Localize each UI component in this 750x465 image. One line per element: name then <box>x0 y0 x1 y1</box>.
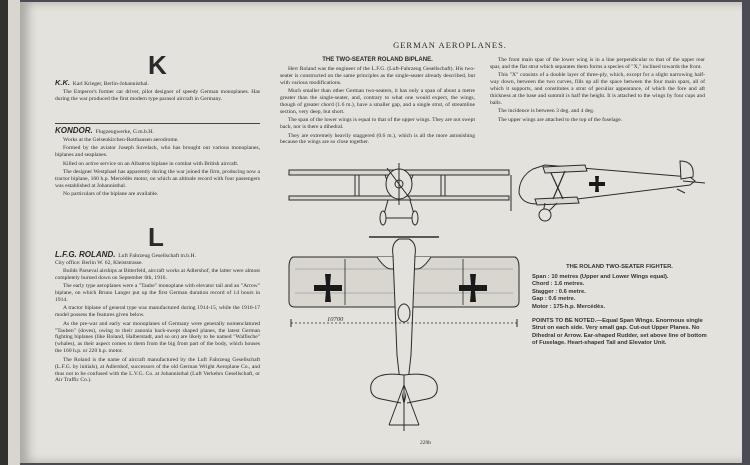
page-edge <box>8 0 20 465</box>
lfg-paragraph-4: As the pre-war and early war monoplanes of Germany were generally nomenclatured "Tauben" (doves), owing to their zanonia back-swept shaped planes, the latest German fighting biplanes (like Roland, Halberstadt, and so on) are likely to be named "Walfische" (whales), as their aspect comes to them from the big front part of the body, which houses the 160 h.p. or 220 h.p. motor. <box>55 320 260 355</box>
section-letter-k: K <box>148 50 167 80</box>
entry-kondor <box>55 128 260 200</box>
entry-title-kk: K.K. <box>55 78 70 87</box>
right-paragraph-2: This "X" consists of a double layer of three-ply, which, except for a slight narrowing half-way down, between the two curves, fills up all the space between the four main spars, all of which it supports, and constitutes a strut of peculiar appearance, of which the fore and aft thickness at the base and summit is half the height. It is attached to the wings by four cups and balls. <box>490 72 705 106</box>
specs-title: THE ROLAND TWO-SEATER FIGHTER. <box>566 264 673 270</box>
spec-span: Span : 10 metres (Upper and Lower Wings equal). <box>532 273 669 280</box>
lfg-paragraph-1: Builds Parseval airships at Bitterfeld, aircraft works at Adlershof, the latter were almost completely burned down on September 6th, 1916. <box>55 267 260 281</box>
kk-paragraph: The Emperor's former car driver, pilot designer of speedy German monoplanes. Has during the war produced the first modern type parasol aircraft in Germany. <box>55 88 260 102</box>
specs-block <box>532 264 707 348</box>
points-to-note: POINTS TO BE NOTED.—Equal Span Wings. Enormous single Strut on each side. Very small gap. Cut-out Upper Planes. No Dihedral or Arrow. Ear-shaped Rudder, set above line of bottom of Fuselage. Heart-shaped Tail and Elevator Unit. <box>532 317 707 347</box>
entry-lfg <box>55 252 260 386</box>
roland-description <box>280 57 475 148</box>
entry-sub-kk: Karl Krieger, Berlin-Johannisthal. <box>72 81 149 87</box>
right-paragraph-1: The front main spar of the lower wing is in a line perpendicular to that of the upper rear spar, and the flat strut which separates them forms a species of "X," inclined towards the front. <box>490 57 705 70</box>
side-view-drawing <box>505 155 710 225</box>
middle-paragraph-1: Herr Roland was the engineer of the L.F.G. (Luft-Fahrzeug Gesellschaft). His two-seater is constructed on the same principles as the single-seater already described, but with various modifications. <box>280 65 475 86</box>
kondor-paragraph-3: The designer Westphael has apparently during the war joined the firm, producing now a tractor biplane, 160 h.p. Mercédès motor, on which an altitude record with four passengers was established at Johannisthal. <box>55 169 260 189</box>
page-title: GERMAN AEROPLANES. <box>393 40 507 50</box>
entry-title-kondor: KONDOR. <box>55 126 93 135</box>
page-number: 229b <box>420 440 431 446</box>
section-letter-l: L <box>148 222 164 252</box>
plan-view-drawing <box>285 235 523 435</box>
lfg-paragraph-5: The Roland is the name of aircraft manufactured by the Luft Fahrzeug Gesellschaft (L.F.G. by initials), at Adlershof, successors of the old German Wright Aeroplane Co., and thus not to be confused with the L.V.G. Co. at Johannisthal (Luft Verkehrs Gesellschaft, or Air Traffic Co.). <box>55 356 260 384</box>
lfg-paragraph-3: A tractor biplane of general type was manufactured during 1914-15, while the 1916-17 model possess the features given below. <box>55 305 260 319</box>
entry-kk <box>55 80 260 104</box>
middle-paragraph-4: They are extremely heavily staggered (0.6 m.), which is all the more astonishing because the wings are so close together. <box>280 132 475 146</box>
divider <box>55 123 260 124</box>
middle-paragraph-3: The span of the lower wings is equal to that of the upper wings. They are not swept back, nor is there a dihedral. <box>280 117 475 131</box>
lfg-paragraph-2: The early type aeroplanes were a "Taube" monoplane with elevator tail and an "Arrow" biplane, on which Bruno Langer put up the first German duration record of 14 hours in 1914. <box>55 283 260 303</box>
dimension-label: 10700 <box>327 316 344 323</box>
kondor-paragraph-1: Formed by the aviator Joseph Suvelack, who has brought out various monoplanes, biplanes and seaplanes. <box>55 145 260 159</box>
front-view-drawing <box>285 158 515 230</box>
lfg-office: City office: Berlin W. 62, Kleiststrasse. <box>55 259 143 266</box>
spec-gap: Gap : 0.6 metre. <box>532 296 576 303</box>
kondor-paragraph-4: No particulars of the biplane are available. <box>63 191 159 198</box>
roland-heading: THE TWO-SEATER ROLAND BIPLANE. <box>322 57 433 63</box>
spec-chord: Chord : 1.6 metres. <box>532 281 585 288</box>
kondor-paragraph-0: Works at the Gelsenkirchen-Rotthausen aerodrome. <box>63 136 179 143</box>
spec-stagger: Stagger : 0.6 metre. <box>532 288 586 295</box>
middle-paragraph-2: Much smaller than other German two-seaters, it has only a span of about a metre greater than the single-seater, and, contrary to what one would expect, the wings, though of greater chord (1.6 m.), have a smaller gap, and a single strut, of streamline section, very deep, but short. <box>280 88 475 115</box>
right-paragraph-3: The incidence is between 3 deg. and 4 deg. <box>498 108 595 115</box>
spec-motor: Motor : 175-h.p. Mercédès. <box>532 303 606 310</box>
entry-sub-lfg: Luft Fahrzeug Gesellschaft m.b.H. <box>118 253 196 259</box>
roland-description-cont <box>490 57 705 125</box>
entry-sub-kondor: Flugzeugwerke, G.m.b.H. <box>95 129 154 135</box>
right-paragraph-4: The upper wings are attached to the top of the fuselage. <box>498 116 623 123</box>
entry-title-lfg: L.F.G. ROLAND. <box>55 250 116 259</box>
kondor-paragraph-2: Killed on active service on an Albatros biplane in combat with British aircraft. <box>63 160 239 167</box>
